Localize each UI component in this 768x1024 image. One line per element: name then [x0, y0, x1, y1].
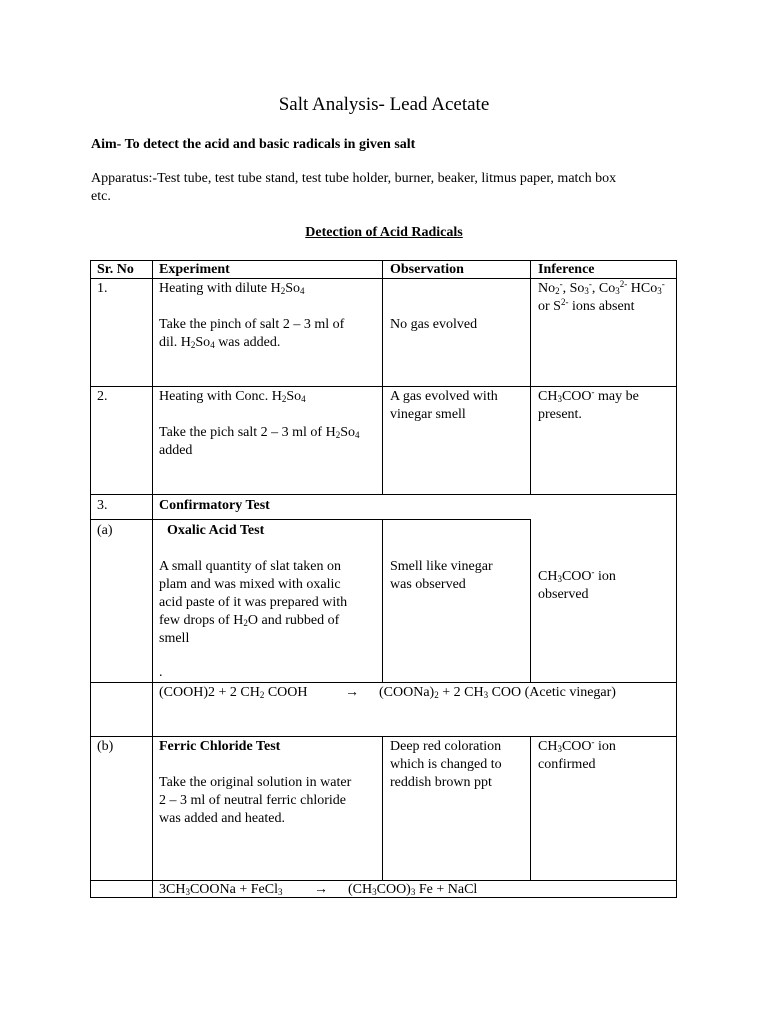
row3-sr: 3. [97, 498, 108, 513]
row-b-title: Ferric Chloride Test [159, 739, 281, 754]
apparatus-line-2: etc. [91, 189, 111, 204]
row2-observation-line-2: vinegar smell [390, 407, 466, 422]
apparatus-line-1: Apparatus:-Test tube, test tube stand, test tube holder, burner, beaker, litmus paper, match box [91, 171, 617, 186]
row-a-equation-arrow: → [345, 685, 359, 700]
row-b-experiment-line-3: was added and heated. [159, 811, 285, 826]
row-a-equation-left: (COOH)2 + 2 $CH_2$ COOH [159, 685, 308, 700]
row-b-inference-line-2: confirmed [538, 757, 596, 772]
row-a-experiment-line-5: smell [159, 631, 190, 646]
row-b-observation-line-3: reddish brown ppt [390, 775, 492, 790]
row-a-sr: (a) [97, 523, 113, 538]
row1-sr: 1. [97, 281, 108, 296]
section-title: Detection of Acid Radicals [305, 225, 463, 240]
row-b-inference-line-1: $CH_3COO^-$ ion [538, 737, 616, 754]
row-a-experiment-line-3: acid paste of it was prepared with [159, 595, 348, 610]
row2-experiment-line-1: Heating with Conc. $H_2So_4$ [159, 389, 306, 404]
row-a-observation-line-2: was observed [390, 577, 466, 592]
row2-observation-line-1: A gas evolved with [390, 389, 498, 404]
header-observation: Observation [390, 262, 464, 277]
row-a-experiment-dot: . [159, 665, 163, 680]
row1-experiment-line-2: Take the pinch of salt 2 – 3 ml of [159, 317, 345, 332]
row2-sr: 2. [97, 389, 108, 404]
page-title: Salt Analysis- Lead Acetate [278, 94, 490, 115]
row2-inference-line-1: $CH_3COO^-$ may be [538, 387, 639, 404]
row-a-experiment-line-4: few drops of $H_2O$ and rubbed of [159, 613, 340, 628]
row2-inference-line-2: present. [538, 407, 582, 422]
row1-inference-line-1: $No_2^-$, $So_3^-$, $Co_3^{2-}$ HCo$_3$- [538, 279, 665, 296]
row1-experiment-line-3: dil. $H_2So_4$ was added. [159, 335, 281, 350]
row3-title: Confirmatory Test [159, 498, 270, 513]
row2-experiment-line-2: Take the pich salt 2 – 3 ml of $H_2So_4$ [159, 425, 360, 440]
row-b-observation-line-1: Deep red coloration [390, 739, 502, 754]
row-a-experiment-line-1: A small quantity of slat taken on [159, 559, 341, 574]
row-b-equation-arrow: → [314, 882, 328, 897]
row1-inference-line-2: or $S^{2-}$ ions absent [538, 297, 635, 314]
row-b-equation-left: $3CH_3COONa$ + FeCl$_3$ [159, 882, 283, 897]
row1-observation: No gas evolved [390, 317, 478, 332]
header-sr-no: Sr. No [97, 262, 134, 277]
row-b-sr: (b) [97, 739, 114, 754]
row-a-title: Oxalic Acid Test [167, 523, 265, 538]
row-b-observation-line-2: which is changed to [390, 757, 502, 772]
row2-experiment-line-3: added [159, 443, 193, 458]
row-a-inference-line-1: $CH_3COO^-$ ion [538, 567, 616, 584]
row-a-experiment-line-2: plam and was mixed with oxalic [159, 577, 341, 592]
row1-experiment-line-1: Heating with dilute $H_2So_4$ [159, 281, 305, 296]
row-b-experiment-line-1: Take the original solution in water [159, 775, 352, 790]
row-b-equation-right: $(CH_3COO)_3$ Fe + NaCl [348, 882, 478, 897]
row-a-observation-line-1: Smell like vinegar [390, 559, 493, 574]
header-inference: Inference [538, 262, 595, 277]
row-a-inference-line-2: observed [538, 587, 589, 602]
header-experiment: Experiment [159, 262, 230, 277]
row-b-experiment-line-2: 2 – 3 ml of neutral ferric chloride [159, 793, 346, 808]
row-a-equation-right: $(COONa)_2 + 2$ $CH_3$ COO (Acetic vinegar) [379, 685, 616, 700]
aim-text: Aim- To detect the acid and basic radicals in given salt [91, 137, 416, 152]
